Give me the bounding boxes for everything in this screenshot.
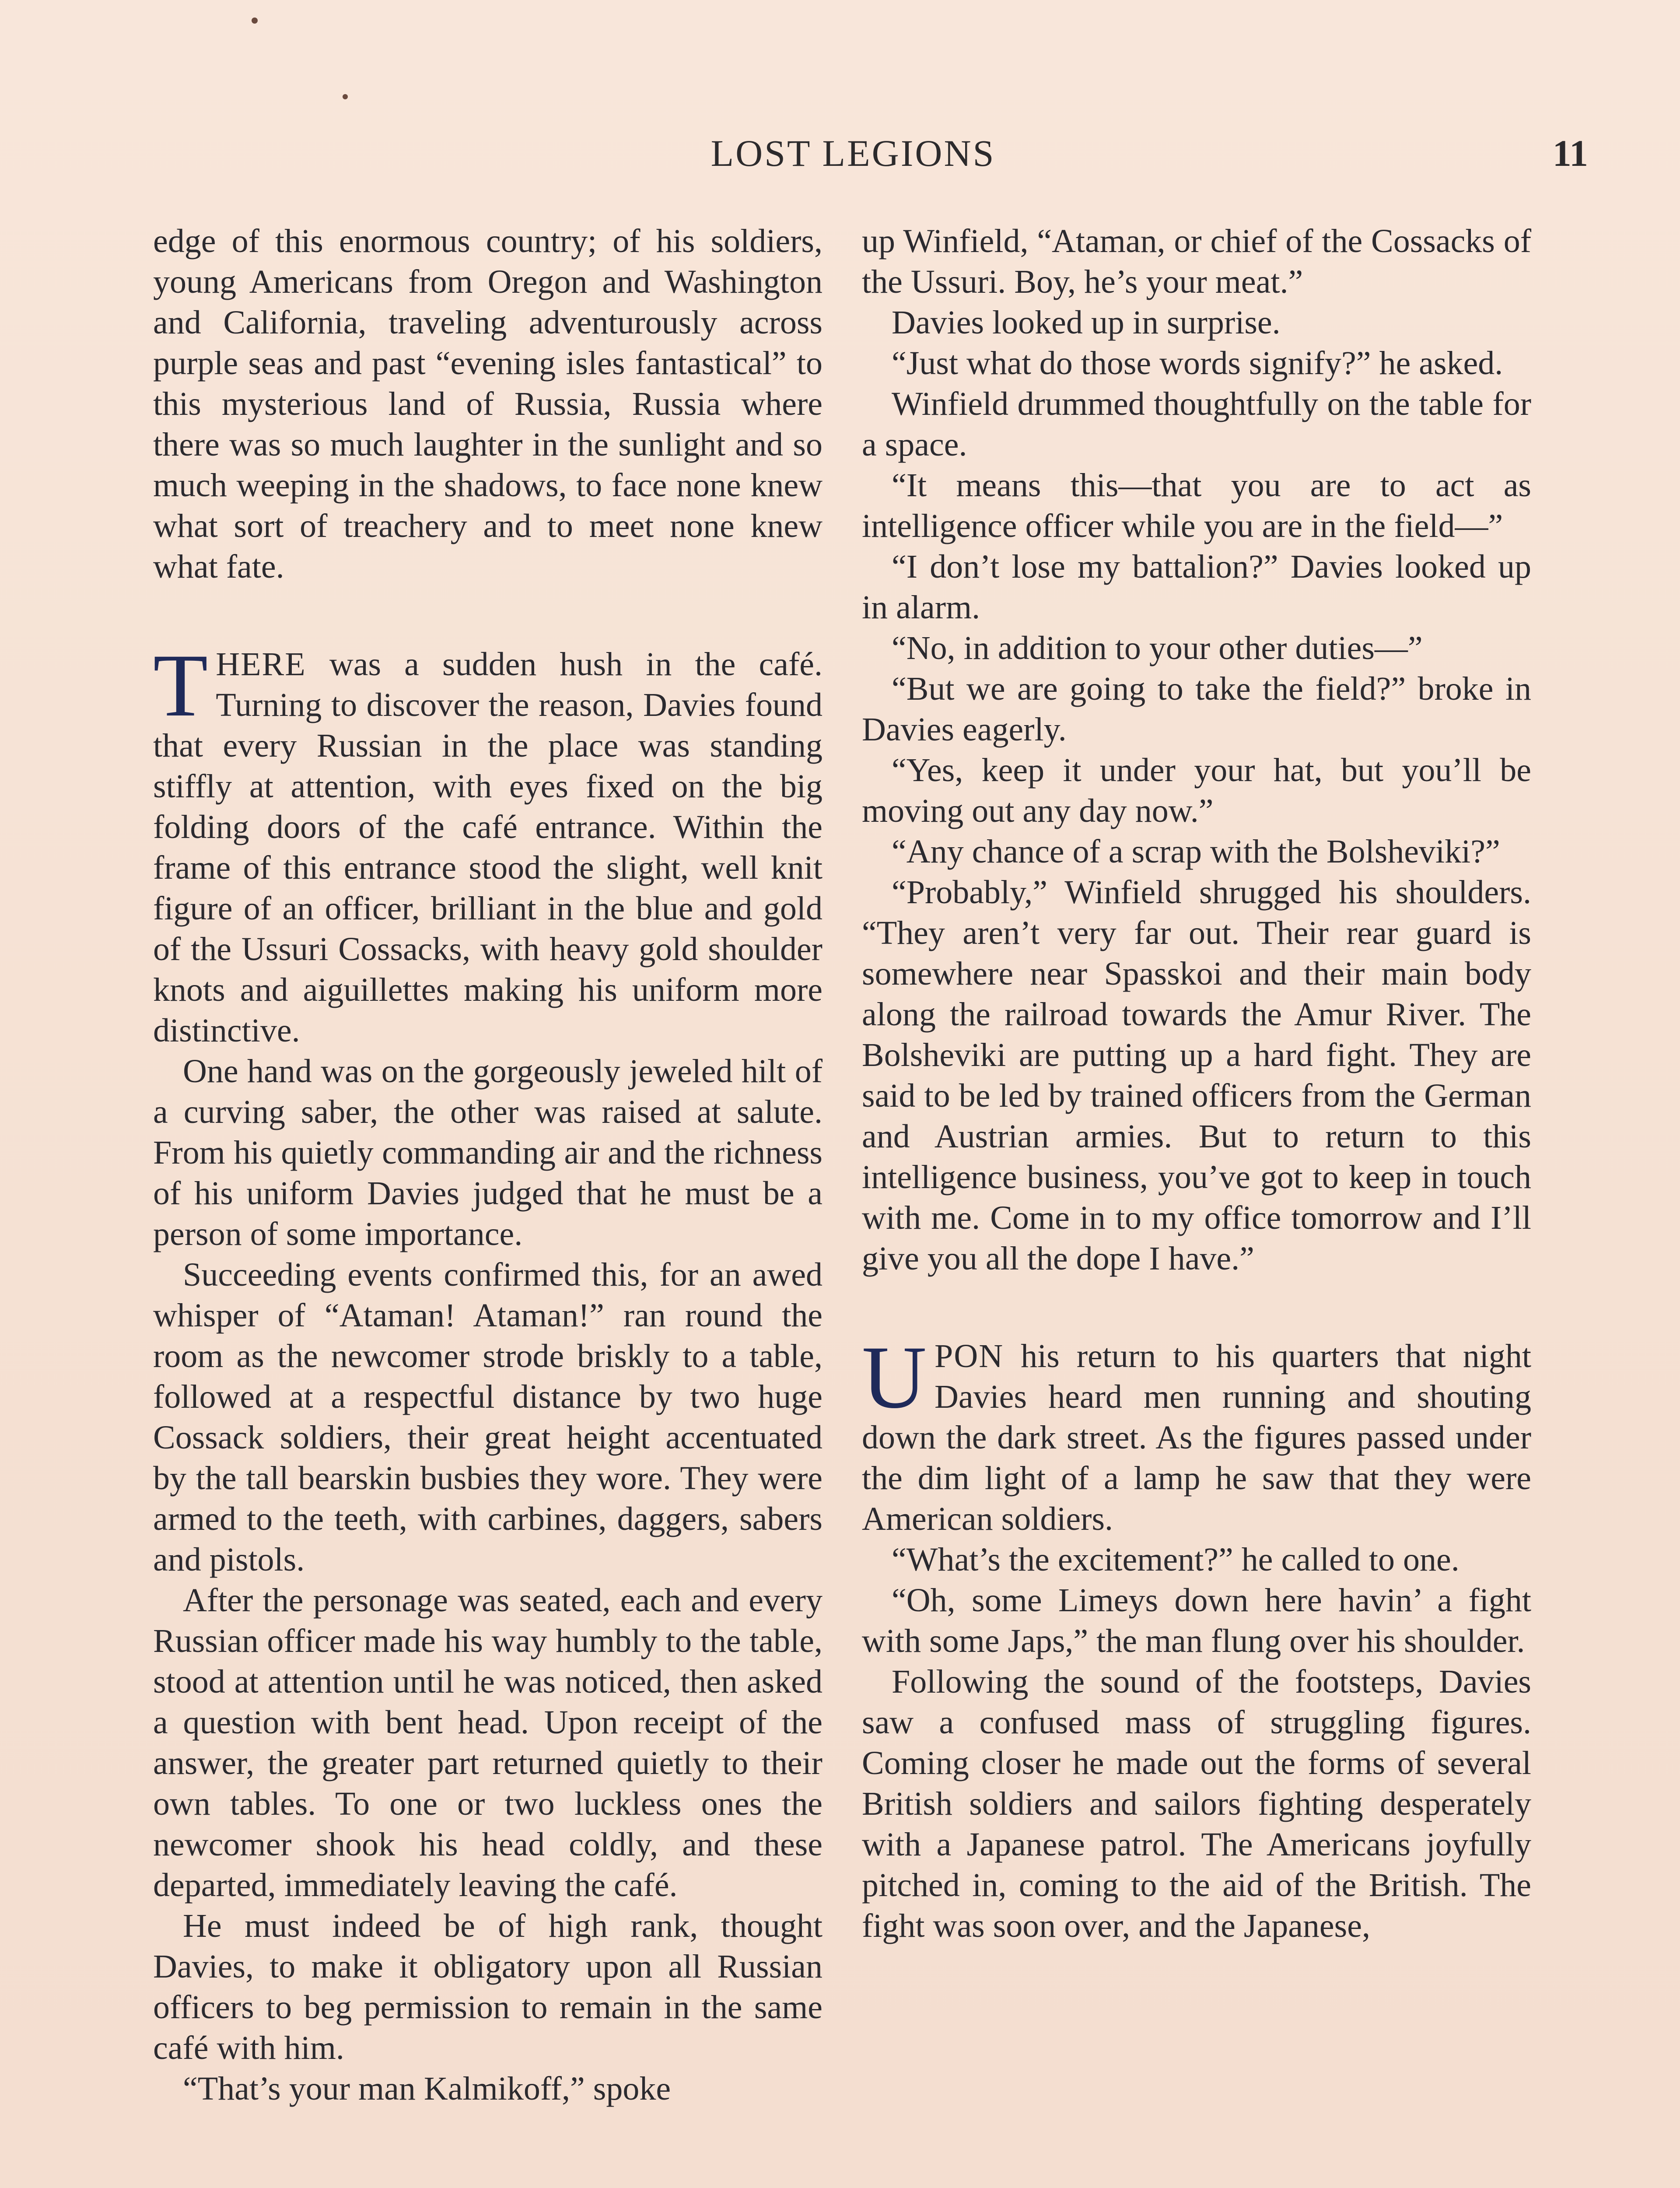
section-break — [153, 587, 822, 644]
paragraph: Succeeding events confirmed this, for an awed whisper of “Ataman! Ataman!” ran round the room as the newcomer strode briskly to a table, followed at a respectful distance by two huge Cossack soldiers, their great height accentuated by the tall bearskin busbies they wore. They were armed to the teeth, with carbines, daggers, sabers and pistols. — [153, 1256, 822, 1578]
paragraph: “Probably,” Winfield shrugged his shoulders. “They aren’t very far out. Their rear guard is somewhere near Spasskoi and their main body along the railroad towards the Amur River. The Bolsheviki are putting up a hard fight. They are said to be led by trained officers from the German and Austrian armies. But to return to this intelligence business, you’ve got to keep in touch with me. Come in to my office tomorrow and I’ll give you all the dope I have.” — [862, 874, 1531, 1277]
paragraph: “But we are going to take the field?” broke in Davies eagerly. — [862, 670, 1531, 748]
paragraph-text: his return to his quarters that night Davies heard men running and shouting down the dark street. As the figures passed under the dim light of a lamp he saw that they were American soldiers. — [862, 1338, 1531, 1537]
paragraph-text: was a sudden hush in the café. Turning to discover the reason, Davies found that every Russian in the place was standing stiffly at attention, with eyes fixed on the big folding doors of the café entrance. Within the frame of this entrance stood the slight, well knit figure of an officer, brilliant in the blue and gold of the Ussuri Cossacks, with heavy gold shoulder knots and aiguillettes making his uniform more distinctive. — [153, 646, 822, 1049]
paragraph: Davies looked up in surprise. — [892, 304, 1281, 341]
paragraph: “Just what do those words signify?” he asked. — [892, 345, 1503, 382]
section-opening-paragraph — [153, 636, 822, 1051]
paragraph: “I don’t lose my battalion?” Davies looked up in alarm. — [862, 548, 1531, 626]
paragraph: Winfield drummed thoughtfully on the table for a space. — [862, 386, 1531, 463]
ink-speck — [252, 18, 258, 24]
paragraph: up Winfield, “Ataman, or chief of the Cossacks of the Ussuri. Boy, he’s your meat.” — [862, 223, 1531, 300]
running-title: LOST LEGIONS — [710, 132, 996, 174]
page-number: 11 — [1552, 132, 1588, 174]
paragraph: “No, in addition to your other duties—” — [892, 630, 1423, 666]
left-column — [153, 221, 822, 2188]
paragraph: Following the sound of the footsteps, Davies saw a confused mass of struggling figures. Coming closer he made out the forms of several British soldiers and sailors fighting desperately with a Japanese patrol. The Americans joyfully pitched in, coming to the aid of the British. The fight was soon over, and the Japanese, — [862, 1663, 1531, 1944]
lead-in-word: HERE — [216, 646, 306, 683]
paragraph: “That’s your man Kalmikoff,” spoke — [183, 2070, 671, 2107]
paragraph: “Oh, some Limeys down here havin’ a fight with some Japs,” the man flung over his shoulder. — [862, 1582, 1531, 1659]
section-break — [862, 1279, 1531, 1336]
ink-speck — [343, 94, 348, 99]
page-header — [0, 131, 1680, 188]
paragraph: “What’s the excitement?” he called to one. — [892, 1541, 1460, 1578]
lead-in-word: PON — [934, 1338, 1004, 1375]
paragraph: “Yes, keep it under your hat, but you’ll be moving out any day now.” — [862, 752, 1531, 829]
paragraph: One hand was on the gorgeously jeweled hilt of a curving saber, the other was raised at salute. From his quietly commanding air and the richness of his uniform Davies judged that he must be a person of some importance. — [153, 1053, 822, 1252]
right-column — [862, 221, 1531, 2188]
drop-cap: T — [153, 636, 208, 735]
paragraph: edge of this enormous country; of his soldiers, young Americans from Oregon and Washington and California, traveling adventurously across purple seas and past “evening isles fantastical” to this mysterious land of Russia, Russia where there was so much laughter in the sunlight and so much weeping in the shadows, to face none knew what sort of treachery and to meet none knew what fate. — [153, 223, 822, 585]
paragraph: He must indeed be of high rank, thought Davies, to make it obligatory upon all Russian officers to beg permission to remain in the same café with him. — [153, 1907, 822, 2066]
drop-cap: U — [862, 1328, 927, 1427]
section-opening-paragraph — [862, 1328, 1531, 1539]
paragraph: After the personage was seated, each and every Russian officer made his way humbly to the table, stood at attention until he was noticed, then asked a question with bent head. Upon receipt of the answer, the greater part returned quietly to their own tables. To one or two luckless ones the newcomer shook his head coldly, and these departed, immediately leaving the café. — [153, 1582, 822, 1904]
paragraph: “Any chance of a scrap with the Bolsheviki?” — [892, 833, 1500, 870]
paragraph: “It means this—that you are to act as intelligence officer while you are in the field—” — [862, 467, 1531, 544]
